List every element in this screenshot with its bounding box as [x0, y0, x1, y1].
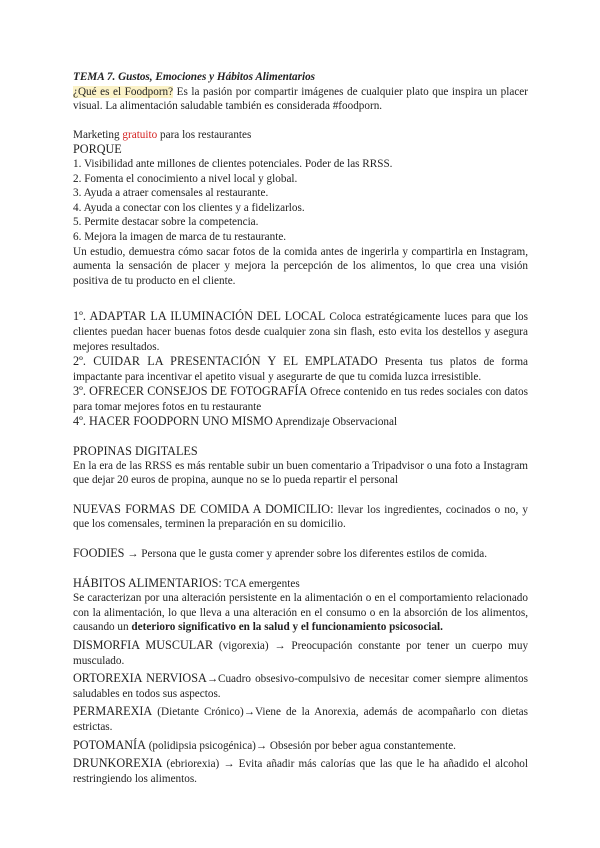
arrow-icon: →	[255, 739, 268, 752]
disorder-ortorexia: ORTOREXIA NERVIOSA→Cuadro obsesivo-compulsivo de necesitar comer siempre alimentos saludables en todos sus aspectos.	[73, 671, 528, 700]
list-item: 1. Visibilidad ante millones de clientes potenciales. Poder de las RRSS.	[73, 157, 393, 170]
arrow-icon: →	[206, 673, 218, 686]
tip-2: 2º. CUIDAR LA PRESENTACIÓN Y EL EMPLATADO Presenta tus platos de forma impactante para incentivar el apetito visual y asegurarte de que tu comida luzca irresistible.	[73, 354, 529, 383]
study-paragraph: Un estudio, demuestra cómo sacar fotos de la comida antes de ingerirla y compartirla en Instagram, aumenta la sensación de placer y mejora la percepción de los alimentos, lo que crea una visión positiva de tu producto en el cliente.	[73, 245, 528, 287]
disorder-potomania: POTOMANÍA (polidipsia psicogénica)→ Obsesión por beber agua constantemente.	[73, 737, 456, 752]
list-item: 6. Mejora la imagen de marca de tu restaurante.	[73, 230, 287, 243]
nuevas-formas-paragraph: NUEVAS FORMAS DE COMIDA A DOMICILIO: llevar los ingredientes, cocinados o no, y que los comensales, terminen la preparación en su domicilio.	[73, 501, 528, 531]
propinas-heading: PROPINAS DIGITALES	[73, 444, 198, 459]
habitos-text: Se caracterizan por una alteración persistente en la alimentación o en el comportamiento relacionado con la alimentación, lo que lleva a una alteración en el consumo o en la absorción de los alimentos, causando un deterioro significativo en la salud y el funcionamiento psicosocial.	[73, 592, 528, 634]
intro-paragraph	[73, 85, 528, 114]
document-body	[73, 70, 528, 786]
tip-4: 4º. HACER FOODPORN UNO MISMO Aprendizaje Observacional	[73, 414, 398, 429]
tip-1: 1º. ADAPTAR LA ILUMINACIÓN DEL LOCAL Coloca estratégicamente luces para que los clientes puedan hacer buenas fotos desde cualquier zona sin flash, esto evita los destellos y asegura mejores resultados.	[73, 309, 528, 353]
tip-3: 3º. OFRECER CONSEJOS DE FOTOGRAFÍA Ofrece contenido en tus redes sociales con datos para tomar mejores fotos en tu restaurante	[73, 384, 528, 413]
arrow-icon: →	[124, 548, 142, 561]
disorder-dismorfia: DISMORFIA MUSCULAR (vigorexia) → Preocupación constante por tener un cuerpo muy musculado.	[73, 638, 529, 667]
intro-answer: Es la pasión por compartir imágenes de cualquier plato que inspira un placer visual. La alimentación saludable también es considerada #foodporn.	[73, 85, 528, 113]
list-item: 2. Fomenta el conocimiento a nivel local y global.	[73, 172, 298, 185]
document-title: TEMA 7. Gustos, Emociones y Hábitos Alimentarios	[73, 71, 316, 83]
porque-label: PORQUE	[73, 142, 122, 157]
disorder-permarexia: PERMAREXIA (Dietante Crónico)→Viene de la Anorexia, además de acompañarlo con dietas estrictas.	[73, 704, 529, 733]
list-item: 3. Ayuda a atraer comensales al restaurante.	[73, 187, 269, 200]
gratuito-highlight: gratuito	[122, 128, 158, 141]
list-item: 5. Permite destacar sobre la competencia.	[73, 216, 259, 229]
arrow-icon: →	[274, 640, 292, 652]
list-item: 4. Ayuda a conectar con los clientes y a fidelizarlos.	[73, 201, 305, 214]
disorder-drunkorexia: DRUNKOREXIA (ebriorexia) → Evita añadir más calorías que las que le ha añadido el alcohol restringiendo los alimentos.	[73, 756, 529, 785]
arrow-icon: →	[243, 706, 255, 719]
arrow-icon: →	[223, 758, 235, 771]
marketing-heading: Marketing gratuito para los restaurantes	[73, 128, 252, 141]
foodies-paragraph: FOODIES → Persona que le gusta comer y aprender sobre los diferentes estilos de comida.	[73, 546, 488, 561]
habitos-heading: HÁBITOS ALIMENTARIOS: TCA emergentes	[73, 575, 300, 590]
propinas-text: En la era de las RRSS es más rentable subir un buen comentario a Tripadvisor o una foto a Instagram que dejar 20 euros de propina, aunque no se lo pueda repartir el personal	[73, 459, 528, 487]
intro-question: ¿Qué es el Foodporn?	[73, 85, 174, 98]
